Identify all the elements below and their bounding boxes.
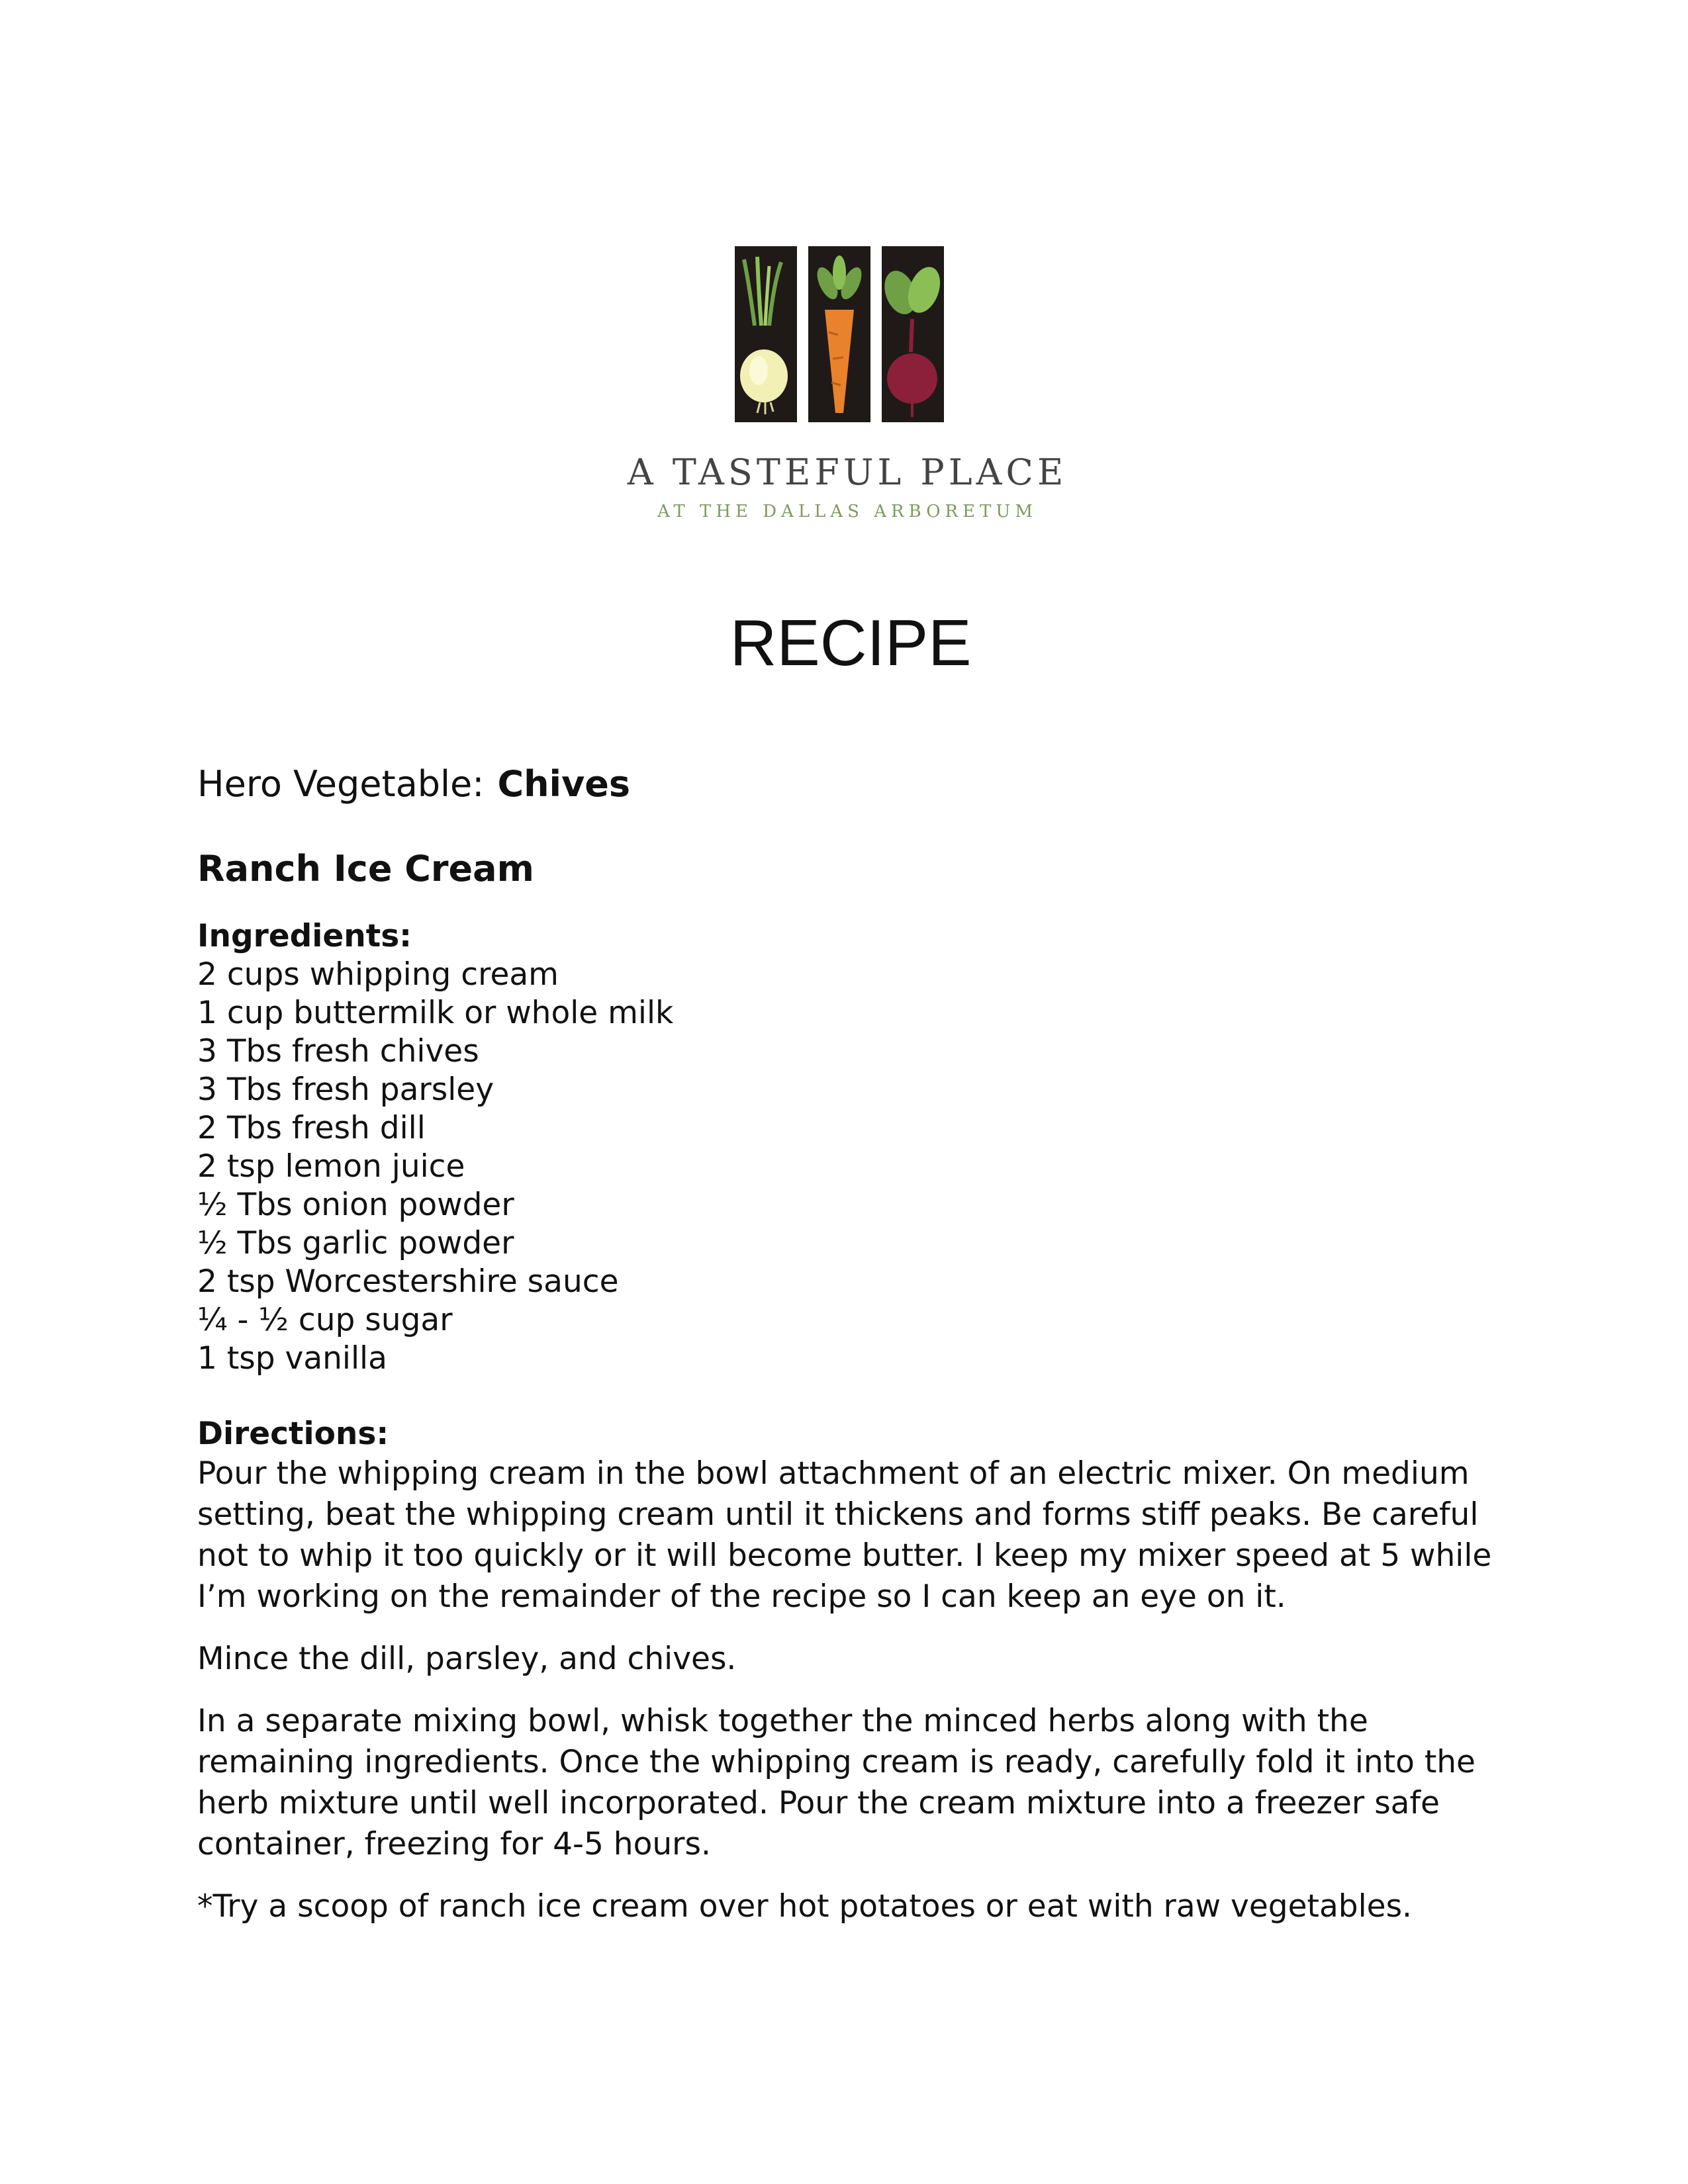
ingredient-item: ½ Tbs garlic powder [197, 1225, 514, 1261]
ingredient-item: 2 tsp lemon juice [197, 1148, 465, 1185]
ingredients-list [197, 956, 1508, 1378]
hero-value: Chives [497, 763, 631, 805]
ingredient-item: 1 tsp vanilla [197, 1340, 387, 1377]
ingredient-item: 2 cups whipping cream [197, 956, 559, 993]
brand-logo [735, 246, 944, 422]
ingredient-item: 3 Tbs fresh parsley [197, 1071, 494, 1108]
directions-section [197, 1415, 1508, 1927]
carrot-icon [808, 246, 870, 422]
serving-tip: *Try a scoop of ranch ice cream over hot potatoes or eat with raw vegetables. [197, 1888, 1412, 1925]
ingredient-item: ½ Tbs onion powder [197, 1187, 514, 1223]
ingredient-item: 2 Tbs fresh dill [197, 1110, 426, 1146]
beet-icon [879, 246, 944, 422]
direction-paragraph: Pour the whipping cream in the bowl attachment of an electric mixer. On medium setting, beat the whipping cream until it thickens and forms stiff peaks. Be careful not to whip it too quickly or it will become butter. I keep my mixer speed at 5 while I’m working on the remainder of the recipe so I can keep an eye on it. [197, 1455, 1492, 1615]
brand-subtitle: AT THE DALLAS ARBORETUM [657, 502, 1037, 522]
ingredient-item: ¼ - ½ cup sugar [197, 1302, 453, 1338]
brand-name: A TASTEFUL PLACE [627, 451, 1068, 493]
hero-label: Hero Vegetable: [197, 763, 485, 805]
ingredient-item: 2 tsp Worcestershire sauce [197, 1263, 619, 1300]
ingredients-section [197, 917, 1508, 1378]
onion-icon [735, 246, 797, 422]
hero-vegetable [197, 761, 1508, 807]
recipe-title: Ranch Ice Cream [197, 848, 534, 889]
ingredient-item: 1 cup buttermilk or whole milk [197, 995, 674, 1031]
direction-paragraph: In a separate mixing bowl, whisk together the minced herbs along with the remaining ingredients. Once the whipping cream is ready, carefully fold it into the herb mixture until well incorporated. Pour the cream mixture into a freezer safe container, freezing for 4-5 hours. [197, 1703, 1476, 1862]
ingredient-item: 3 Tbs fresh chives [197, 1033, 479, 1069]
ingredients-label: Ingredients: [197, 918, 412, 954]
direction-paragraph: Mince the dill, parsley, and chives. [197, 1641, 737, 1677]
page-title: RECIPE [729, 606, 972, 679]
directions-label: Directions: [197, 1416, 389, 1452]
recipe-body [197, 761, 1508, 1948]
